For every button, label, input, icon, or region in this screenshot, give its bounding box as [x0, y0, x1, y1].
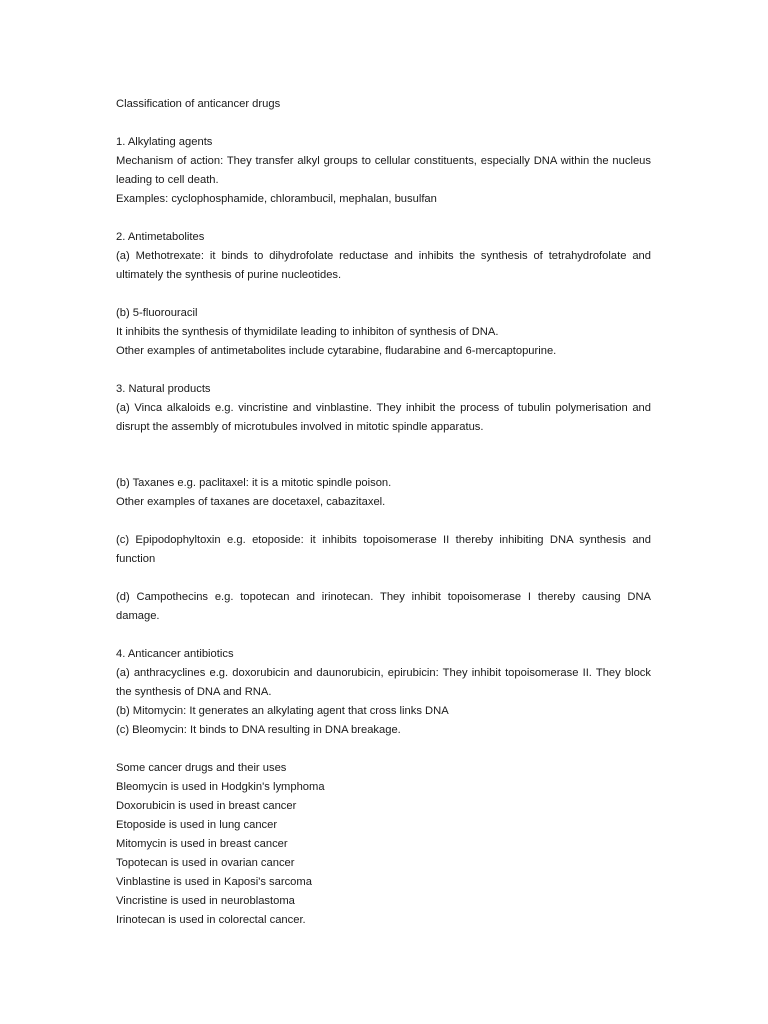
spacer	[116, 114, 651, 133]
spacer	[116, 626, 651, 645]
anthracyclines-paragraph: (a) anthracyclines e.g. doxorubicin and daunorubicin, epirubicin: They inhibit topoisomerase II. They block the synthesis of DNA and RNA.	[116, 667, 651, 698]
bleomycin-line: (c) Bleomycin: It binds to DNA resulting in DNA breakage.	[116, 724, 401, 736]
spacer	[116, 361, 651, 380]
section-heading-natural-products: 3. Natural products	[116, 383, 211, 395]
methotrexate-paragraph: (a) Methotrexate: it binds to dihydrofolate reductase and inhibits the synthesis of tetrahydrofolate and ultimately the synthesis of purine nucleotides.	[116, 250, 651, 281]
section-heading-antibiotics: 4. Anticancer antibiotics	[116, 648, 234, 660]
spacer	[116, 285, 651, 304]
fluorouracil-text: It inhibits the synthesis of thymidilate leading to inhibiton of synthesis of DNA.	[116, 326, 499, 338]
section-heading-alkylating: 1. Alkylating agents	[116, 136, 213, 148]
taxanes-line: (b) Taxanes e.g. paclitaxel: it is a mitotic spindle poison.	[116, 477, 392, 489]
uses-item: Vincristine is used in neuroblastoma	[116, 895, 295, 907]
campothecins-paragraph: (d) Campothecins e.g. topotecan and irinotecan. They inhibit topoisomerase I thereby causing DNA damage.	[116, 591, 651, 622]
uses-item: Mitomycin is used in breast cancer	[116, 838, 288, 850]
spacer	[116, 569, 651, 588]
fluorouracil-heading: (b) 5-fluorouracil	[116, 307, 198, 319]
uses-item: Etoposide is used in lung cancer	[116, 819, 278, 831]
vinca-paragraph: (a) Vinca alkaloids e.g. vincristine and vinblastine. They inhibit the process of tubulin polymerisation and disrupt the assembly of microtubules involved in mitotic spindle apparatus.	[116, 402, 651, 433]
document-body	[116, 95, 651, 930]
uses-item: Bleomycin is used in Hodgkin's lymphoma	[116, 781, 325, 793]
taxanes-other: Other examples of taxanes are docetaxel, cabazitaxel.	[116, 496, 386, 508]
spacer	[116, 209, 651, 228]
alkylating-examples: Examples: cyclophosphamide, chlorambucil, mephalan, busulfan	[116, 193, 437, 205]
uses-heading: Some cancer drugs and their uses	[116, 762, 287, 774]
mitomycin-line: (b) Mitomycin: It generates an alkylating agent that cross links DNA	[116, 705, 449, 717]
section-heading-antimetabolites: 2. Antimetabolites	[116, 231, 205, 243]
uses-item: Vinblastine is used in Kaposi's sarcoma	[116, 876, 312, 888]
uses-item: Topotecan is used in ovarian cancer	[116, 857, 295, 869]
spacer	[116, 512, 651, 531]
uses-item: Irinotecan is used in colorectal cancer.	[116, 914, 306, 926]
spacer	[116, 437, 651, 474]
spacer	[116, 740, 651, 759]
antimetabolites-other: Other examples of antimetabolites include cytarabine, fludarabine and 6-mercaptopurine.	[116, 345, 557, 357]
document-title: Classification of anticancer drugs	[116, 98, 281, 110]
epipodophyltoxin-paragraph: (c) Epipodophyltoxin e.g. etoposide: it inhibits topoisomerase II thereby inhibiting DNA synthesis and function	[116, 534, 651, 565]
alkylating-mechanism: Mechanism of action: They transfer alkyl groups to cellular constituents, especially DNA within the nucleus leading to cell death.	[116, 155, 651, 186]
uses-item: Doxorubicin is used in breast cancer	[116, 800, 297, 812]
